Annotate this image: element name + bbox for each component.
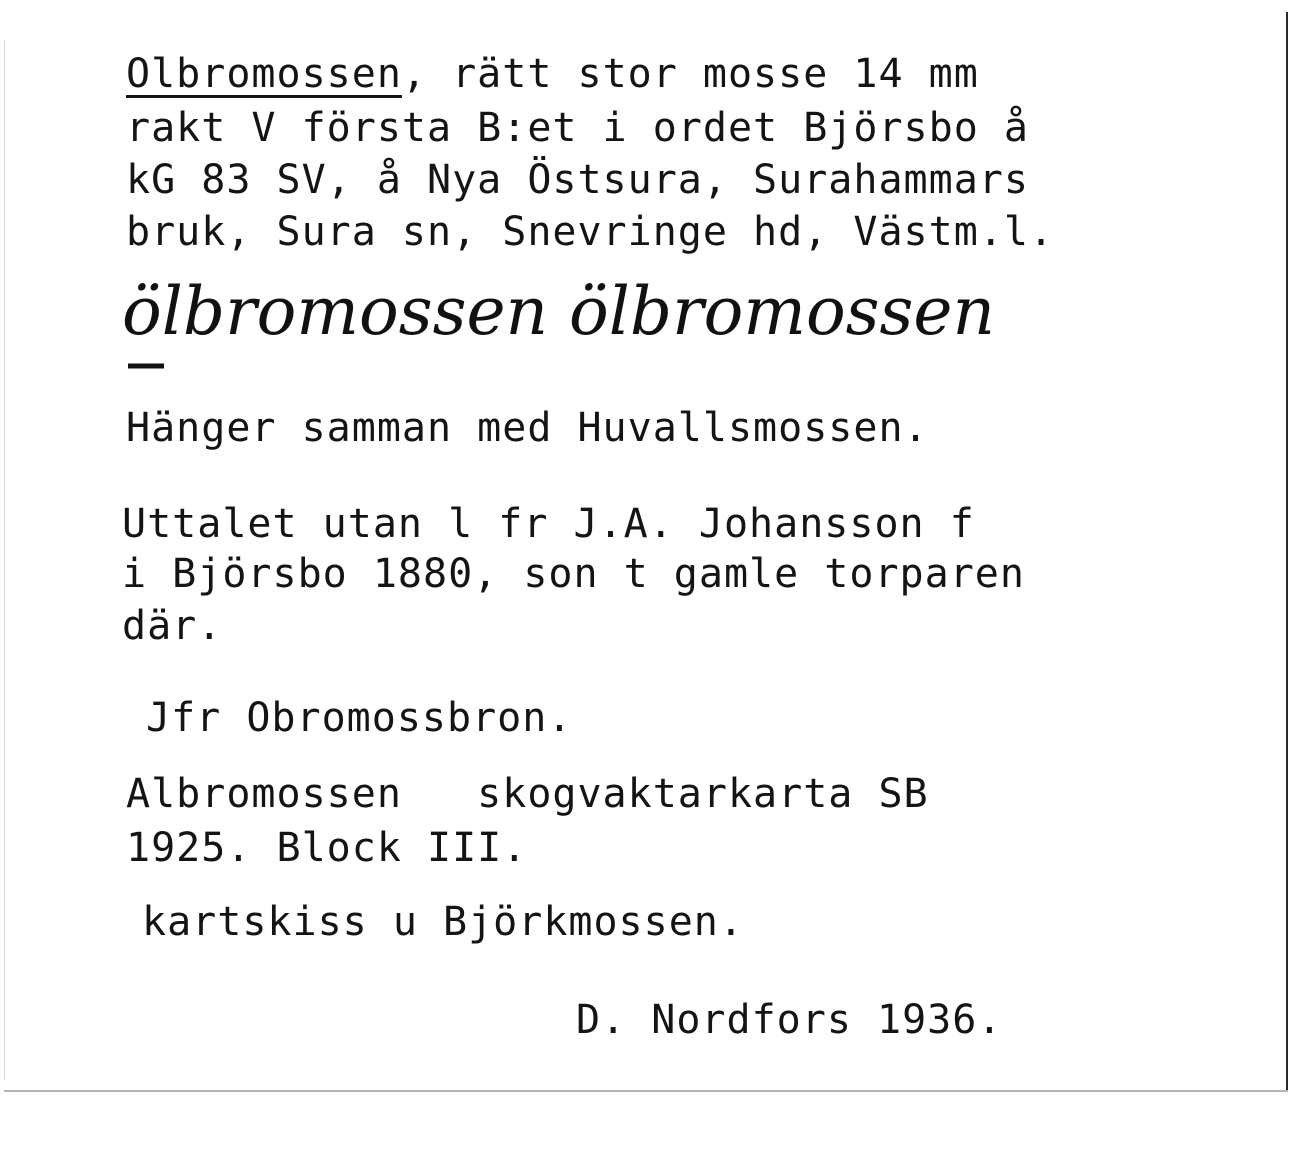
signature: D. Nordfors 1936. [576,997,1003,1043]
card-left-edge [4,40,5,1080]
entry-line-6: Uttalet utan l fr J.A. Johansson f [122,501,975,547]
card-right-edge [1286,12,1288,1090]
entry-line-5: Hänger samman med Huvallsmossen. [126,405,929,451]
headword: Olbromossen [126,51,402,97]
entry-line-4: bruk, Sura sn, Snevringe hd, Västm.l. [126,209,1055,255]
entry-line-9: Jfr Obromossbron. [146,695,573,741]
headword-description: , rätt stor mosse 14 mm [401,51,979,97]
entry-line-8: där. [122,603,223,649]
entry-line-2: rakt V första B:et i ordet Björsbo å [126,105,1029,151]
entry-line-12: kartskiss u Björkmossen. [142,899,744,945]
card-bottom-edge [4,1090,1288,1092]
handwritten-pronunciation [118,262,1158,372]
entry-line-10: Albromossen skogvaktarkarta SB [126,771,929,817]
entry-line-3: kG 83 SV, å Nya Östsura, Surahammars [126,157,1029,203]
entry-line-1 [126,50,979,98]
handwritten-text: ölbromossen ölbromossen [122,273,995,350]
entry-line-7: i Björsbo 1880, son t gamle torparen [122,551,1025,597]
entry-line-11: 1925. Block III. [126,825,528,871]
